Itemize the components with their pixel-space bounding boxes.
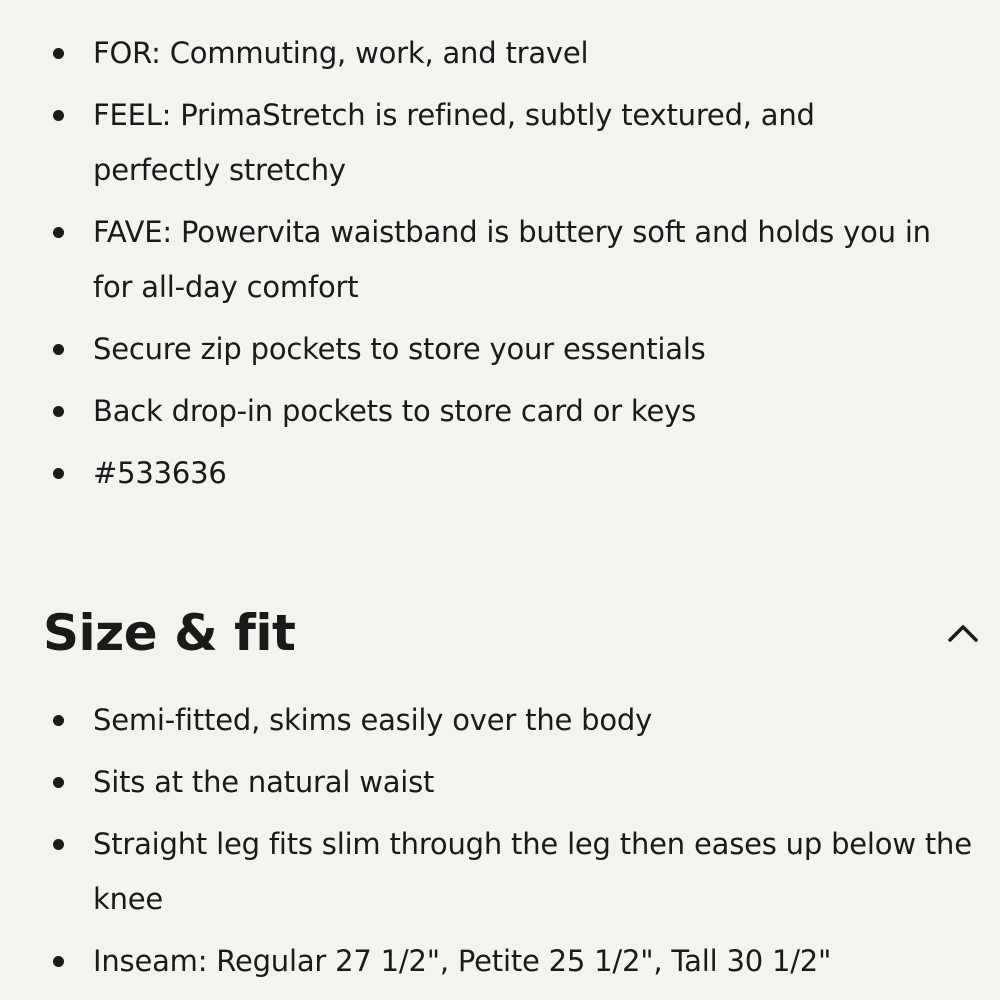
list-item-text: #533636 <box>93 456 227 490</box>
bullet-icon <box>53 715 64 726</box>
bullet-icon <box>53 468 64 479</box>
list-item-text: Semi-fitted, skims easily over the body <box>93 703 653 737</box>
list-item <box>0 934 1000 989</box>
size-fit-header[interactable] <box>0 598 1000 668</box>
bullet-icon <box>53 344 64 355</box>
list-item-text: Back drop-in pockets to store card or keys <box>93 394 696 428</box>
list-item <box>0 755 1000 810</box>
list-item-text: FEEL: PrimaStretch is refined, subtly textured, and perfectly stretchy <box>93 98 815 187</box>
list-item <box>0 817 1000 927</box>
list-item <box>0 88 1000 198</box>
list-item-text: Straight leg fits slim through the leg then eases up below the knee <box>93 827 972 916</box>
list-item <box>0 26 1000 81</box>
list-item <box>0 693 1000 748</box>
bullet-icon <box>53 839 64 850</box>
bullet-icon <box>53 227 64 238</box>
list-item-text: FOR: Commuting, work, and travel <box>93 36 589 70</box>
list-item-text: FAVE: Powervita waistband is buttery soft and holds you in for all-day comfort <box>93 215 931 304</box>
product-details-list <box>0 26 1000 501</box>
list-item <box>0 446 1000 501</box>
list-item-text: Sits at the natural waist <box>93 765 435 799</box>
list-item <box>0 205 1000 315</box>
size-fit-list <box>0 693 1000 989</box>
chevron-up-icon[interactable] <box>944 614 982 652</box>
list-item <box>0 384 1000 439</box>
bullet-icon <box>53 110 64 121</box>
bullet-icon <box>53 777 64 788</box>
bullet-icon <box>53 48 64 59</box>
list-item <box>0 322 1000 377</box>
list-item-text: Secure zip pockets to store your essentials <box>93 332 706 366</box>
bullet-icon <box>53 956 64 967</box>
bullet-icon <box>53 406 64 417</box>
list-item-text: Inseam: Regular 27 1/2", Petite 25 1/2", Tall 30 1/2" <box>93 944 832 978</box>
section-title: Size & fit <box>43 604 296 662</box>
